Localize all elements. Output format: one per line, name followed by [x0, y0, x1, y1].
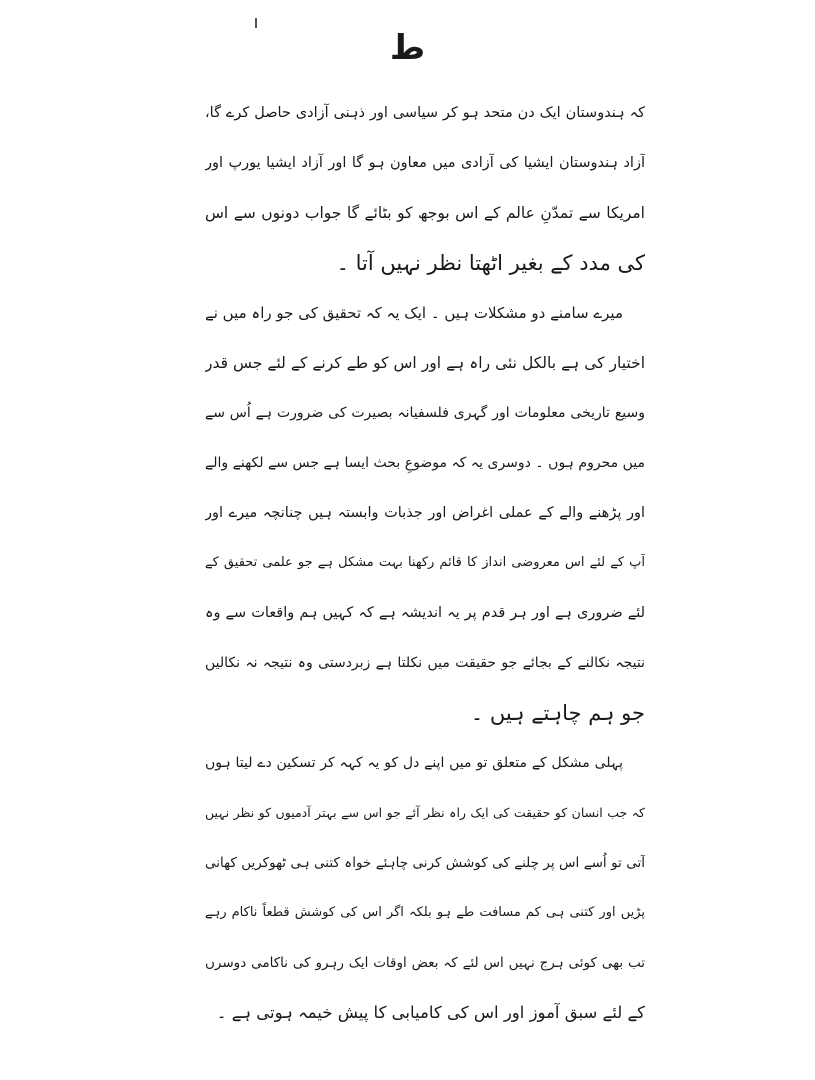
scan-mark	[255, 18, 257, 28]
text-line: پہلی مشکل کے متعلق تو میں اپنے دل کو یہ کہہ کر تسکین دے لیتا ہوں	[205, 755, 623, 771]
text-line: کے لئے سبق آموز اور اس کی کامیابی کا پیش خیمہ ہوتی ہے ۔	[216, 1003, 645, 1022]
text-line: نتیجہ نکالنے کے بجائے جو حقیقت میں نکلتا ہے زبردستی وہ نتیجہ نہ نکالیں	[205, 655, 645, 671]
text-line: تب بھی کوئی ہرج نہیں اس لئے کہ بعض اوقات ایک رہرو کی ناکامی دوسرں	[205, 955, 645, 971]
text-line: کہ ہندوستان ایک دن متحد ہو کر سیاسی اور ذہنی آزادی حاصل کرے گا،	[205, 105, 645, 121]
text-line: کی مدد کے بغیر اٹھتا نظر نہیں آتا ۔	[336, 251, 645, 275]
page-number: ط	[389, 28, 426, 68]
text-line: جو ہم چاہتے ہیں ۔	[470, 701, 645, 725]
text-line: آزاد ہندوستان ایشیا کی آزادی میں معاون ہو گا اور آزاد ایشیا یورپ اور	[205, 155, 645, 171]
text-line: لئے ضروری ہے اور ہر قدم پر یہ اندیشہ ہے کہ کہیں ہم واقعات سے وہ	[205, 605, 645, 621]
text-line: میرے سامنے دو مشکلات ہیں ۔ ایک یہ کہ تحقیق کی جو راہ میں نے	[205, 304, 623, 322]
text-line: میں محروم ہوں ۔ دوسری یہ کہ موضوعِ بحث ایسا ہے جس سے لکھنے والے	[205, 455, 645, 471]
text-line: وسیع تاریخی معلومات اور گہری فلسفیانہ بصیرت کی ضرورت ہے اُس سے	[205, 405, 645, 421]
text-line: پڑیں اور کتنی ہی کم مسافت طے ہو بلکہ اگر اس کی کوشش قطعاً ناکام رہے	[205, 905, 645, 920]
text-line: کہ جب انسان کو حقیقت کی ایک راہ نظر آئے جو اس سے بہتر آدمیوں کو نظر نہیں	[205, 805, 645, 820]
text-line: اور پڑھنے والے کے عملی اغراض اور جذبات وابستہ ہیں چنانچہ میرے اور	[205, 505, 645, 521]
text-line: اختیار کی ہے بالکل نئی راہ ہے اور اس کو طے کرنے کے لئے جس قدر	[205, 354, 645, 372]
text-line: امریکا سے تمدّنِ عالم کے اس بوجھ کو بٹائے گا جواب دونوں سے اس	[205, 204, 645, 222]
body-text	[205, 88, 645, 1038]
text-line: آپ کے لئے اس معروضی انداز کا قائم رکھنا بہت مشکل ہے جو علمی تحقیق کے	[205, 555, 645, 570]
text-line: آتی تو اُسے اس پر چلنے کی کوشش کرنی چاہئے خواہ کتنی ہی ٹھوکریں کھانی	[205, 855, 645, 871]
